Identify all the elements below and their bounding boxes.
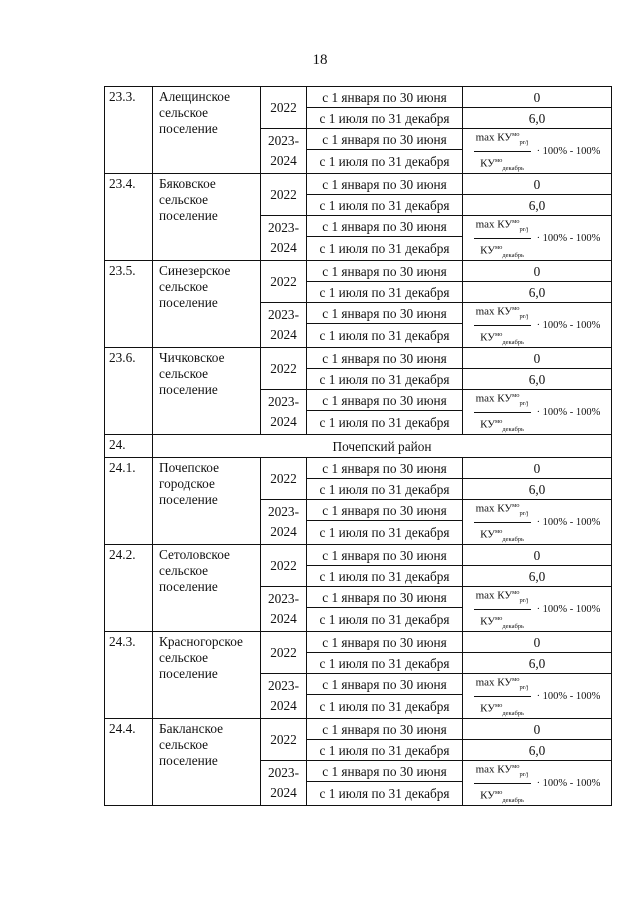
settlement-row: [105, 87, 612, 108]
row-number: 23.3.: [105, 87, 153, 174]
row-number: 24.4.: [105, 719, 153, 806]
value-cell: 6,0: [463, 282, 612, 303]
year-range-cell: [261, 587, 307, 632]
settlement-name: Алещинское сельское поселение: [153, 87, 261, 174]
value-cell: 0: [463, 174, 612, 195]
formula-tail: · 100% - 100%: [536, 516, 601, 528]
formula-denominator: $КУ^{мо}_{декабрь}$: [480, 243, 525, 259]
period-cell: с 1 июля по 31 декабря: [307, 108, 463, 129]
value-cell: 6,0: [463, 195, 612, 216]
year-range-start: 2023-: [267, 591, 300, 606]
period-cell: с 1 января по 30 июня: [307, 761, 463, 782]
formula-cell: [463, 216, 612, 261]
year-range-end: 2024: [270, 785, 297, 800]
row-number: 23.6.: [105, 348, 153, 435]
formula-tail: · 100% - 100%: [536, 145, 601, 157]
period-cell: с 1 июля по 31 декабря: [307, 695, 463, 719]
formula-tail: · 100% - 100%: [536, 232, 601, 244]
value-cell: 6,0: [463, 369, 612, 390]
period-cell: с 1 января по 30 июня: [307, 719, 463, 740]
formula-cell: [463, 390, 612, 435]
period-cell: с 1 июля по 31 декабря: [307, 608, 463, 632]
year-range-cell: [261, 390, 307, 435]
year-cell: 2022: [261, 174, 307, 216]
row-number: 24.1.: [105, 458, 153, 545]
period-cell: с 1 января по 30 июня: [307, 632, 463, 653]
year-range-end: 2024: [270, 153, 297, 168]
period-cell: с 1 января по 30 июня: [307, 129, 463, 150]
value-cell: 6,0: [463, 566, 612, 587]
year-range-start: 2023-: [267, 678, 300, 693]
period-cell: с 1 января по 30 июня: [307, 674, 463, 695]
period-cell: с 1 января по 30 июня: [307, 303, 463, 324]
formula-denominator: $КУ^{мо}_{декабрь}$: [480, 417, 525, 433]
growth-formula: [465, 501, 609, 543]
formula-fraction: [474, 585, 531, 634]
district-row: [105, 435, 612, 458]
period-cell: с 1 января по 30 июня: [307, 587, 463, 608]
value-cell: 0: [463, 348, 612, 369]
settlement-name: Сетоловское сельское поселение: [153, 545, 261, 632]
year-range-cell: [261, 216, 307, 261]
formula-tail: · 100% - 100%: [536, 319, 601, 331]
year-range-start: 2023-: [267, 133, 300, 148]
value-cell: 0: [463, 719, 612, 740]
year-range-start: 2023-: [267, 765, 300, 780]
page-number: 18: [312, 52, 328, 68]
settlement-name: Почепское городское поселение: [153, 458, 261, 545]
year-range-cell: [261, 129, 307, 174]
settlement-name: Красногорское сельское поселение: [153, 632, 261, 719]
settlement-row: [105, 545, 612, 566]
settlement-name: Бяковское сельское поселение: [153, 174, 261, 261]
period-cell: с 1 июля по 31 декабря: [307, 411, 463, 435]
period-cell: с 1 июля по 31 декабря: [307, 282, 463, 303]
year-range-start: 2023-: [267, 220, 300, 235]
period-cell: с 1 января по 30 июня: [307, 500, 463, 521]
period-cell: с 1 июля по 31 декабря: [307, 740, 463, 761]
value-cell: 0: [463, 458, 612, 479]
tariff-table: [104, 86, 612, 806]
formula-fraction: [474, 759, 531, 808]
period-cell: с 1 июля по 31 декабря: [307, 521, 463, 545]
year-cell: 2022: [261, 545, 307, 587]
settlement-row: [105, 458, 612, 479]
year-range-start: 2023-: [267, 394, 300, 409]
value-cell: 6,0: [463, 479, 612, 500]
year-range-end: 2024: [270, 611, 297, 626]
formula-numerator: $\max КУ^{мо}_{pr/j}$: [474, 214, 531, 239]
settlement-name: Синезерское сельское поселение: [153, 261, 261, 348]
district-number: 24.: [105, 435, 153, 458]
formula-tail: · 100% - 100%: [536, 777, 601, 789]
formula-denominator: $КУ^{мо}_{декабрь}$: [480, 614, 525, 630]
formula-numerator: $\max КУ^{мо}_{pr/j}$: [474, 759, 531, 784]
year-range-cell: [261, 303, 307, 348]
period-cell: с 1 июля по 31 декабря: [307, 237, 463, 261]
formula-tail: · 100% - 100%: [536, 406, 601, 418]
row-number: 23.5.: [105, 261, 153, 348]
year-range-cell: [261, 674, 307, 719]
year-cell: 2022: [261, 87, 307, 129]
value-cell: 0: [463, 87, 612, 108]
formula-cell: [463, 674, 612, 719]
growth-formula: [465, 391, 609, 433]
period-cell: с 1 января по 30 июня: [307, 545, 463, 566]
formula-fraction: [474, 672, 531, 721]
period-cell: с 1 января по 30 июня: [307, 87, 463, 108]
row-number: 24.2.: [105, 545, 153, 632]
formula-fraction: [474, 498, 531, 547]
period-cell: с 1 июля по 31 декабря: [307, 150, 463, 174]
year-cell: 2022: [261, 261, 307, 303]
settlement-name: Чичковское сельское поселение: [153, 348, 261, 435]
formula-numerator: $\max КУ^{мо}_{pr/j}$: [474, 388, 531, 413]
district-name: Почепский район: [153, 435, 612, 458]
year-range-end: 2024: [270, 524, 297, 539]
year-range-cell: [261, 500, 307, 545]
year-cell: 2022: [261, 348, 307, 390]
period-cell: с 1 января по 30 июня: [307, 216, 463, 237]
period-cell: с 1 июля по 31 декабря: [307, 324, 463, 348]
period-cell: с 1 января по 30 июня: [307, 174, 463, 195]
year-range-end: 2024: [270, 698, 297, 713]
formula-numerator: $\max КУ^{мо}_{pr/j}$: [474, 498, 531, 523]
growth-formula: [465, 217, 609, 259]
year-range-end: 2024: [270, 414, 297, 429]
year-cell: 2022: [261, 719, 307, 761]
growth-formula: [465, 675, 609, 717]
value-cell: 6,0: [463, 740, 612, 761]
formula-denominator: $КУ^{мо}_{декабрь}$: [480, 527, 525, 543]
year-range-end: 2024: [270, 327, 297, 342]
settlement-row: [105, 174, 612, 195]
formula-denominator: $КУ^{мо}_{декабрь}$: [480, 330, 525, 346]
period-cell: с 1 июля по 31 декабря: [307, 782, 463, 806]
formula-tail: · 100% - 100%: [536, 603, 601, 615]
formula-numerator: $\max КУ^{мо}_{pr/j}$: [474, 301, 531, 326]
settlement-name: Бакланское сельское поселение: [153, 719, 261, 806]
formula-denominator: $КУ^{мо}_{декабрь}$: [480, 788, 525, 804]
formula-numerator: $\max КУ^{мо}_{pr/j}$: [474, 127, 531, 152]
formula-tail: · 100% - 100%: [536, 690, 601, 702]
period-cell: с 1 июля по 31 декабря: [307, 369, 463, 390]
formula-numerator: $\max КУ^{мо}_{pr/j}$: [474, 585, 531, 610]
formula-numerator: $\max КУ^{мо}_{pr/j}$: [474, 672, 531, 697]
formula-cell: [463, 761, 612, 806]
formula-fraction: [474, 388, 531, 437]
formula-cell: [463, 303, 612, 348]
formula-cell: [463, 129, 612, 174]
year-range-end: 2024: [270, 240, 297, 255]
value-cell: 0: [463, 545, 612, 566]
growth-formula: [465, 588, 609, 630]
period-cell: с 1 июля по 31 декабря: [307, 479, 463, 500]
year-range-start: 2023-: [267, 504, 300, 519]
value-cell: 0: [463, 632, 612, 653]
row-number: 23.4.: [105, 174, 153, 261]
year-cell: 2022: [261, 458, 307, 500]
period-cell: с 1 января по 30 июня: [307, 458, 463, 479]
period-cell: с 1 января по 30 июня: [307, 348, 463, 369]
formula-cell: [463, 587, 612, 632]
settlement-row: [105, 348, 612, 369]
formula-denominator: $КУ^{мо}_{декабрь}$: [480, 156, 525, 172]
period-cell: с 1 января по 30 июня: [307, 390, 463, 411]
formula-fraction: [474, 127, 531, 176]
row-number: 24.3.: [105, 632, 153, 719]
year-range-cell: [261, 761, 307, 806]
period-cell: с 1 января по 30 июня: [307, 261, 463, 282]
formula-cell: [463, 500, 612, 545]
value-cell: 0: [463, 261, 612, 282]
formula-denominator: $КУ^{мо}_{декабрь}$: [480, 701, 525, 717]
settlement-row: [105, 261, 612, 282]
period-cell: с 1 июля по 31 декабря: [307, 566, 463, 587]
settlement-row: [105, 632, 612, 653]
value-cell: 6,0: [463, 108, 612, 129]
formula-fraction: [474, 301, 531, 350]
formula-fraction: [474, 214, 531, 263]
growth-formula: [465, 304, 609, 346]
settlement-row: [105, 719, 612, 740]
growth-formula: [465, 130, 609, 172]
value-cell: 6,0: [463, 653, 612, 674]
year-cell: 2022: [261, 632, 307, 674]
period-cell: с 1 июля по 31 декабря: [307, 653, 463, 674]
period-cell: с 1 июля по 31 декабря: [307, 195, 463, 216]
growth-formula: [465, 762, 609, 804]
year-range-start: 2023-: [267, 307, 300, 322]
